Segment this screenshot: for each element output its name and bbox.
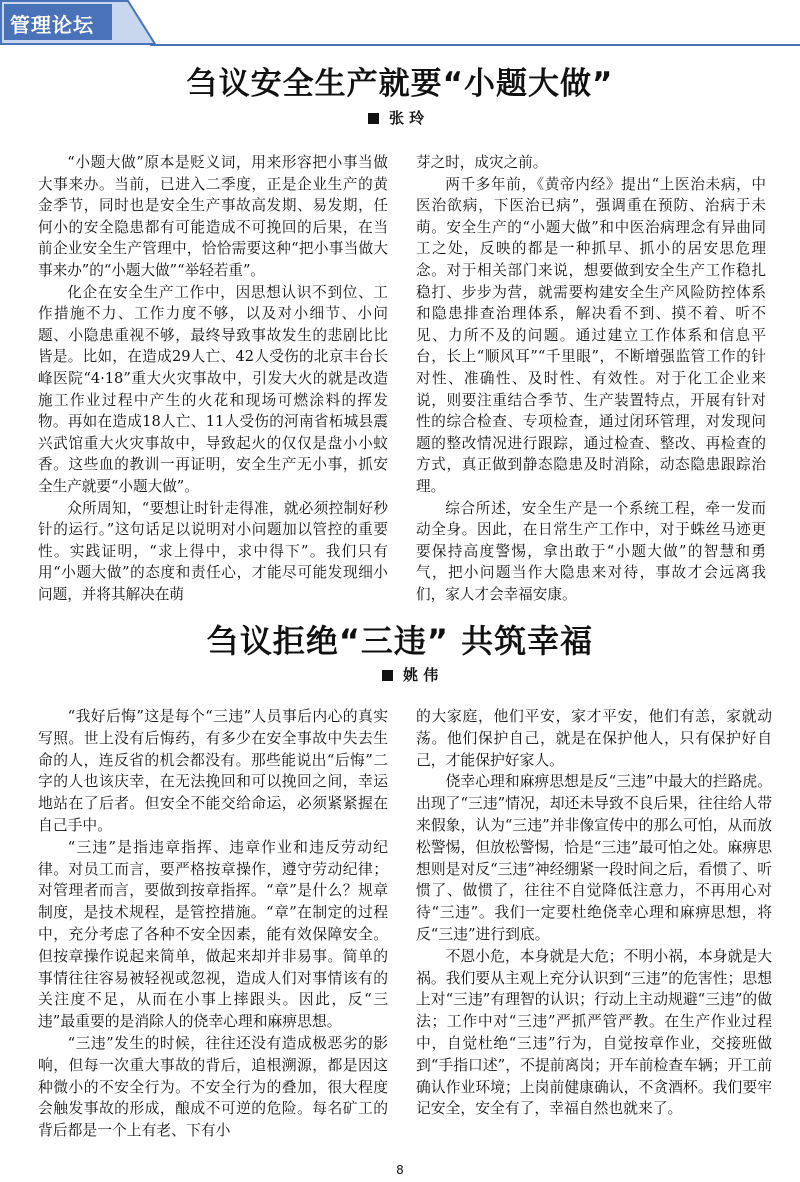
article1-byline — [368, 107, 424, 128]
paragraph: “三违”是指违章指挥、违章作业和违反劳动纪律。对员工而言，要严格按章操作，遵守劳动纪律；对管理者而言，要做到按章指挥。“章”是什么？规章制度，是技术规程，是管控措施。“章”在制定的过程中，充分考虑了各种不安全因素，能有效保障安全。但按章操作说起来简单，做起来却并非易事。简单的事情往往容易被轻视或忽视，造成人们对事情该有的关注度不足，从而在小事上摔跟头。因此，反“三违”最重要的是消除人的侥幸心理和麻痹思想。 — [38, 838, 388, 1031]
paragraph: 两千多年前，《黄帝内经》提出“上医治未病，中医治欲病，下医治已病”，强调重在预防、治病于未萌。安全生产的“小题大做”和中医治病理念有异曲同工之处，反映的都是一种抓早、抓小的居安思危理念。对于相关部门来说，想要做到安全生产工作稳扎稳打、步步为营，就需要构建安全生产风险防控体系和隐患排查治理体系，解决看不到、摸不着、听不见、力所不及的问题。通过建立工作体系和信息平台，长上“顺风耳”“千里眼”，不断增强监管工作的针对性、准确性、及时性、有效性。对于化工企业来说，则要注重结合季节、生产装置特点，开展有针对性的综合检查、专项检查，通过闭环管理，对发现问题的整改情况进行跟踪，通过检查、整改、再检查的方式，真正做到静态隐患及时消除，动态隐患跟踪治理。 — [416, 175, 766, 495]
article2-right-column — [416, 706, 772, 1120]
paragraph: 芽之时，成灾之前。 — [416, 154, 548, 171]
article1-left-column — [38, 152, 388, 605]
paragraph: 化企在安全生产工作中，因思想认识不到位、工作措施不力、工作力度不够，以及对小细节、小问题、小隐患重视不够，最终导致事故发生的悲剧比比皆是。比如，在造成29人亡、42人受伤的北京丰台长峰医院“4·18”重大火灾事故中，引发大火的就是改造施工作业过程中产生的火花和现场可燃涂料的挥发物。再如在造成18人亡、11人受伤的河南省柘城县震兴武馆重大火灾事故中，导致起火的仅仅是盘小小蚊香。这些血的教训一再证明，安全生产无小事，抓安全生产就要“小题大做”。 — [38, 283, 388, 495]
paragraph: 侥幸心理和麻痹思想是反“三违”中最大的拦路虎。出现了“三违”情况，却还未导致不良后果，往往给人带来假象，认为“三违”并非像宣传中的那么可怕，从而放松警惕，但放松警惕，恰是“三违”最可怕之处。麻痹思想则是对反“三违”神经绷紧一段时间之后，看惯了、听惯了、做惯了，往往不自觉降低注意力，不再用心对待“三违”。我们一定要杜绝侥幸心理和麻痹思想，将反“三违”进行到底。 — [416, 773, 772, 943]
paragraph: “我好后悔”这是每个“三违”人员事后内心的真实写照。世上没有后悔药，有多少在安全事故中失去生命的人，连反省的机会都没有。那些能说出“后悔”二字的人也该庆幸，在无法挽回和可以挽回之间，幸运地站在了后者。但安全不能交给命运，必须紧紧握在自己手中。 — [38, 708, 388, 834]
article2-title: 刍议拒绝“三违” 共筑幸福 — [206, 622, 594, 660]
article2-left-column — [38, 706, 388, 1142]
page-number: 8 — [396, 1163, 404, 1177]
article2-author: 姚 伟 — [403, 666, 439, 684]
header-rule — [150, 44, 800, 46]
article1-author: 张 玲 — [389, 109, 425, 127]
square-bullet-icon — [382, 670, 393, 681]
paragraph: “小题大做”原本是贬义词，用来形容把小事当做大事来办。当前，已进入二季度，正是企业生产的黄金季节，同时也是安全生产事故高发期、易发期，任何小的安全隐患都有可能造成不可挽回的后果，在当前企业安全生产管理中，恰恰需要这种“把小事当做大事来办”的“小题大做”“举轻若重”。 — [38, 154, 388, 279]
paragraph: 综合所述，安全生产是一个系统工程，牵一发而动全身。因此，在日常生产工作中，对于蛛丝马迹更要保持高度警惕，拿出敢于“小题大做”的智慧和勇气，把小问题当作大隐患来对待，事故才会远离我们，家人才会幸福安康。 — [416, 499, 766, 603]
article2-byline — [382, 664, 438, 685]
paragraph: 的大家庭，他们平安，家才平安，他们有恙，家就动荡。他们保护自己，就是在保护他人，只有保护好自己，才能保护好家人。 — [416, 708, 772, 769]
article1-title: 刍议安全生产就要“小题大做” — [186, 66, 614, 102]
paragraph: 众所周知，“要想让时针走得准，就必须控制好秒针的运行。”这句话足以说明对小问题加以管控的重要性。实践证明，“求上得中，求中得下”。我们只有用“小题大做”的态度和责任心，才能尽可能发现细小问题，并将其解决在萌 — [38, 499, 388, 603]
section-label: 管理论坛 — [10, 13, 94, 37]
square-bullet-icon — [368, 113, 379, 124]
article1-right-column — [416, 152, 766, 605]
section-tab — [0, 0, 158, 46]
paragraph: “三违”发生的时候，往往还没有造成极恶劣的影响，但每一次重大事故的背后，追根溯源，都是因这种微小的不安全行为。不安全行为的叠加，很大程度会触发事故的形成，酿成不可逆的危险。每名矿工的背后都是一个上有老、下有小 — [38, 1034, 388, 1140]
paragraph: 不恩小危，本身就是大危；不明小祸，本身就是大祸。我们要从主观上充分认识到“三违”的危害性；思想上对“三违”有理智的认识；行动上主动规避“三违”的做法；工作中对“三违”严抓严管严教。在生产作业过程中，自觉杜绝“三违”行为，自觉按章作业，交接班做到“手指口述”，不提前离岗；开车前检查车辆；开工前确认作业环境；上岗前健康确认，不贪酒杯。我们要牢记安全，安全有了，幸福自然也就来了。 — [416, 947, 772, 1118]
